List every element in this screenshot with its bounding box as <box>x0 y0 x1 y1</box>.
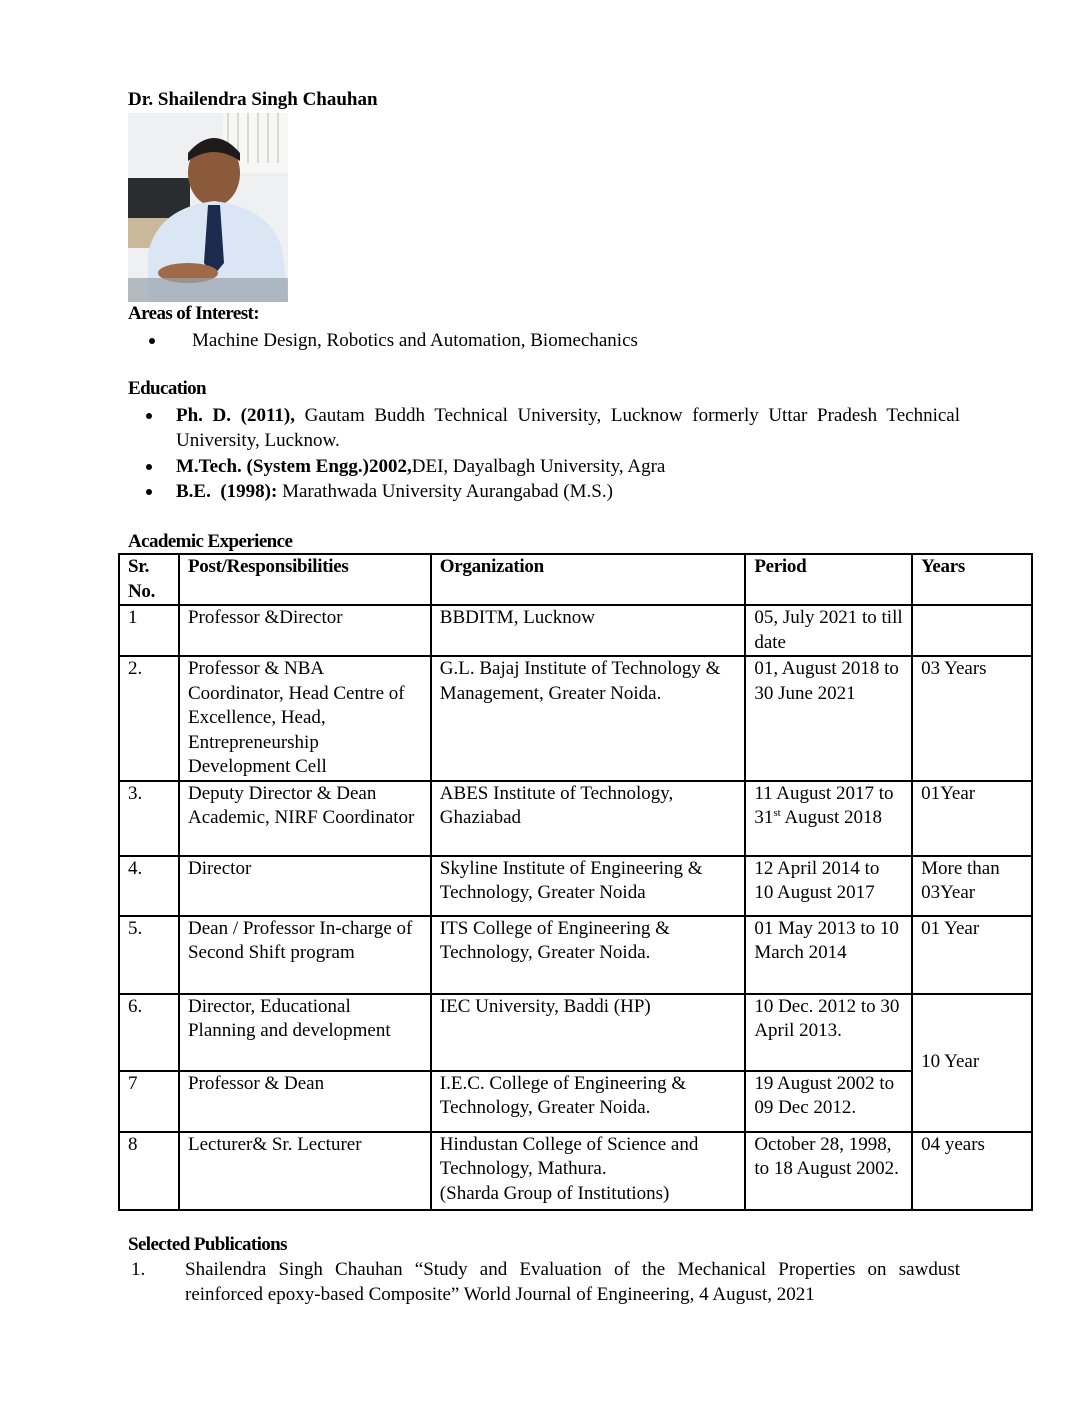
table-row <box>119 916 1032 994</box>
bullet-icon <box>146 464 152 470</box>
publications-heading: Selected Publications <box>128 1234 287 1255</box>
table-row <box>119 994 1032 1071</box>
cell-period: 01 May 2013 to 10 March 2014 <box>745 916 912 994</box>
profile-name: Dr. Shailendra Singh Chauhan <box>128 89 378 110</box>
table-row <box>119 1132 1032 1210</box>
cell-sr: 7 <box>119 1071 179 1132</box>
cell-organization: Skyline Institute of Engineering & Technology, Greater Noida <box>431 856 746 916</box>
bullet-icon <box>146 489 152 495</box>
cell-post: Professor & Dean <box>179 1071 431 1132</box>
table-header-row <box>119 554 1032 605</box>
cell-years-merged: 10 Year <box>912 994 1032 1132</box>
cell-organization: G.L. Bajaj Institute of Technology & Management, Greater Noida. <box>431 656 746 781</box>
cell-post: Dean / Professor In-charge of Second Shift program <box>179 916 431 994</box>
column-header-post: Post/Responsibilities <box>179 554 431 605</box>
profile-photo <box>128 113 288 302</box>
cell-sr: 6. <box>119 994 179 1071</box>
publications-list <box>131 1257 960 1307</box>
cell-years: More than 03Year <box>912 856 1032 916</box>
cell-period: 19 August 2002 to 09 Dec 2012. <box>745 1071 912 1132</box>
table-row <box>119 781 1032 856</box>
list-item: B.E. (1998): Marathwada University Aurangabad (M.S.) <box>176 479 960 504</box>
cell-years: 04 years <box>912 1132 1032 1210</box>
portrait-image-icon <box>128 113 288 302</box>
cell-post: Lecturer& Sr. Lecturer <box>179 1132 431 1210</box>
cell-sr: 4. <box>119 856 179 916</box>
education-list <box>176 403 960 504</box>
cell-sr: 5. <box>119 916 179 994</box>
cell-organization: IEC University, Baddi (HP) <box>431 994 746 1071</box>
cell-post: Director, Educational Planning and development <box>179 994 431 1071</box>
cell-organization: I.E.C. College of Engineering & Technology, Greater Noida. <box>431 1071 746 1132</box>
cell-sr: 1 <box>119 605 179 656</box>
cell-post: Director <box>179 856 431 916</box>
list-item: Ph. D. (2011), Gautam Buddh Technical University, Lucknow formerly Uttar Pradesh Technical University, Lucknow. <box>176 403 960 453</box>
table-row <box>119 1071 1032 1132</box>
column-header-organization: Organization <box>431 554 746 605</box>
cell-period: 11 August 2017 to 31st August 2018 <box>745 781 912 856</box>
cell-period: October 28, 1998, to 18 August 2002. <box>745 1132 912 1210</box>
bullet-icon <box>149 338 155 344</box>
column-header-years: Years <box>912 554 1032 605</box>
cell-post: Professor & NBA Coordinator, Head Centre of Excellence, Head, Entrepreneurship Development Cell <box>179 656 431 781</box>
cell-years <box>912 605 1032 656</box>
cell-period: 05, July 2021 to till date <box>745 605 912 656</box>
column-header-sr-no: Sr. No. <box>119 554 179 605</box>
cell-sr: 3. <box>119 781 179 856</box>
cell-organization: BBDITM, Lucknow <box>431 605 746 656</box>
cell-organization: ITS College of Engineering & Technology, Greater Noida. <box>431 916 746 994</box>
list-item: 1. Shailendra Singh Chauhan “Study and Evaluation of the Mechanical Properties on sawdust reinforced epoxy-based Composite” World Journal of Engineering, 4 August, 2021 <box>131 1259 960 1305</box>
cell-organization: ABES Institute of Technology, Ghaziabad <box>431 781 746 856</box>
cell-post: Deputy Director & Dean Academic, NIRF Coordinator <box>179 781 431 856</box>
table-row <box>119 856 1032 916</box>
list-item: Machine Design, Robotics and Automation, Biomechanics <box>192 328 638 353</box>
table-row <box>119 656 1032 781</box>
cell-period: 01, August 2018 to 30 June 2021 <box>745 656 912 781</box>
areas-of-interest-list <box>192 328 638 353</box>
academic-experience-heading: Academic Experience <box>128 531 293 552</box>
academic-experience-table <box>118 553 1033 1211</box>
cell-sr: 8 <box>119 1132 179 1210</box>
cell-years: 01Year <box>912 781 1032 856</box>
table-row <box>119 605 1032 656</box>
cell-post: Professor &Director <box>179 605 431 656</box>
cell-years: 01 Year <box>912 916 1032 994</box>
areas-of-interest-heading: Areas of Interest: <box>128 303 259 324</box>
cell-period: 12 April 2014 to 10 August 2017 <box>745 856 912 916</box>
cell-years: 03 Years <box>912 656 1032 781</box>
cell-sr: 2. <box>119 656 179 781</box>
education-heading: Education <box>128 378 207 399</box>
cell-period: 10 Dec. 2012 to 30 April 2013. <box>745 994 912 1071</box>
bullet-icon <box>146 413 152 419</box>
list-item: M.Tech. (System Engg.)2002,DEI, Dayalbagh University, Agra <box>176 454 960 479</box>
cell-organization: Hindustan College of Science and Technology, Mathura. (Sharda Group of Institutions) <box>431 1132 746 1210</box>
column-header-period: Period <box>745 554 912 605</box>
